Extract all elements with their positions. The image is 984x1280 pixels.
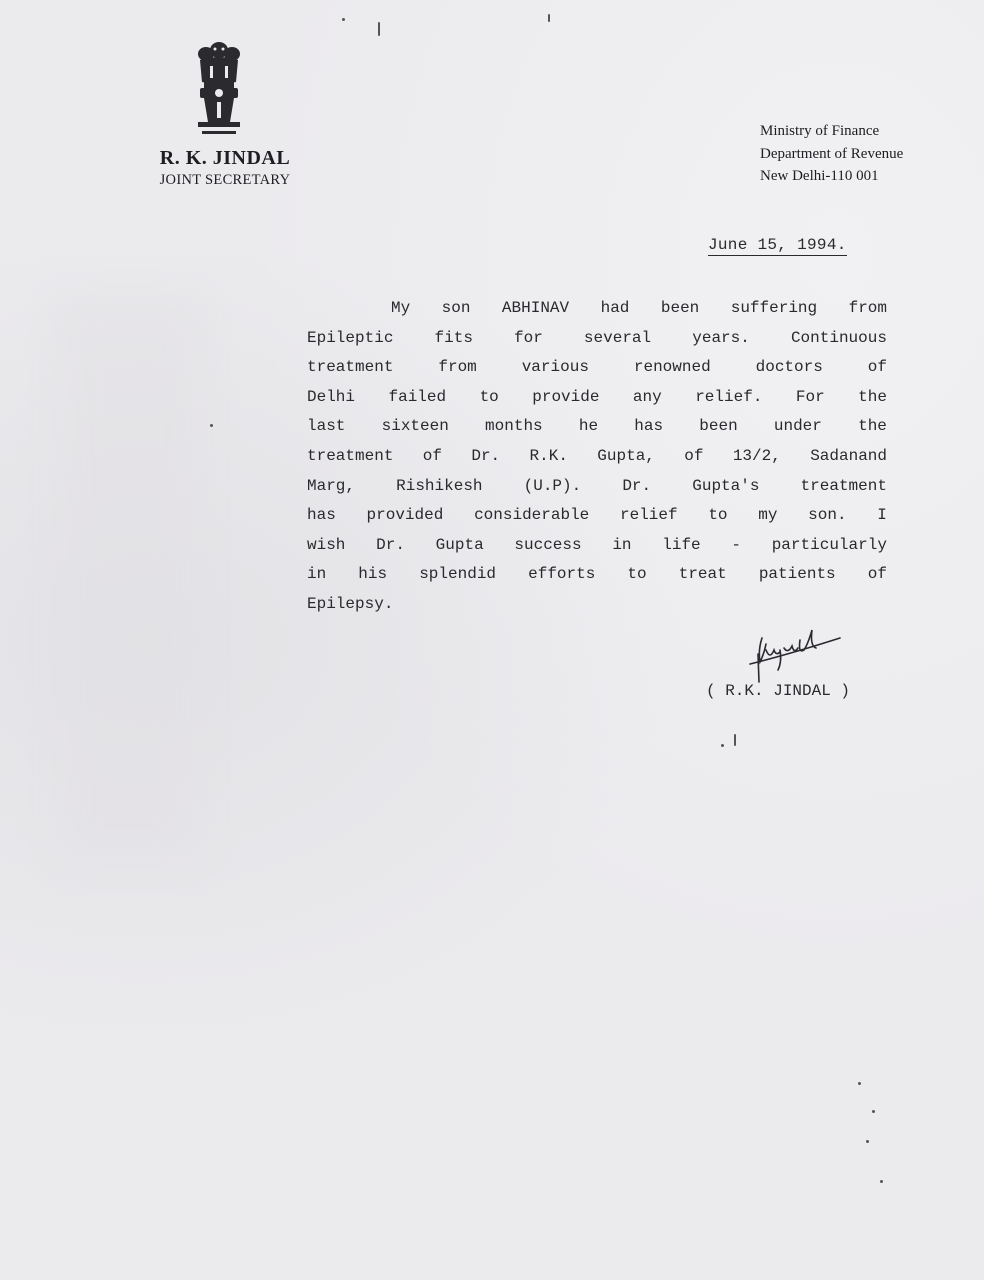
body-line [307,324,887,354]
body-line [307,412,887,442]
body-line [307,560,887,590]
body-word: months [485,417,543,436]
handwritten-signature-icon [740,620,850,690]
body-word: considerable [474,506,590,525]
body-word: particularly [771,535,887,554]
body-word: efforts [528,565,596,584]
body-word: son. [808,506,847,525]
body-line [307,472,887,502]
body-word: of [422,446,442,465]
scan-speck [872,1110,875,1113]
body-word: Dr. [622,476,652,495]
body-word: (U.P). [523,476,582,495]
address-block [760,120,960,188]
body-word: to [708,506,728,525]
scan-speck [734,734,736,746]
body-word: treatment [307,358,394,377]
body-word: 13/2, [732,446,781,465]
state-emblem-icon [188,38,250,138]
body-word: has [307,506,336,525]
scan-speck [378,22,380,36]
body-word: fits [434,328,473,347]
body-word: splendid [419,565,497,584]
body-word: my [758,506,778,525]
body-word: of [867,358,887,377]
body-word: the [858,417,887,436]
body-word: had [600,299,630,317]
scan-speck [210,424,213,427]
scan-speck [866,1140,869,1143]
body-word: been [660,299,700,317]
body-word: failed [388,387,447,406]
body-word: life [662,535,701,554]
address-line-department: Department of Revenue [760,145,904,162]
body-word: provide [532,387,600,406]
scan-speck [721,744,724,747]
body-word: suffering [730,299,818,317]
body-word: renowned [633,358,711,377]
body-line [307,294,887,324]
body-line [307,353,887,383]
body-line [307,590,887,620]
body-word: - [731,535,741,554]
body-word: Rishikesh [396,476,483,495]
body-word: Continuous [790,328,887,347]
body-word: last [307,417,346,436]
body-word: Gupta, [597,446,655,465]
body-line [307,501,887,531]
body-word: Delhi [307,387,356,406]
scan-speck [880,1180,883,1183]
body-word: from [848,299,887,317]
body-word: treatment [800,476,887,495]
body-word: his [358,565,388,584]
body-word: doctors [755,358,823,377]
body-word: years. [692,328,750,347]
body-word: from [438,358,477,377]
address-line-city: New Delhi-110 001 [760,168,879,184]
body-line [307,442,887,472]
body-word: ABHINAV [501,299,570,317]
body-word: any [632,387,662,406]
body-word: I [877,506,887,525]
body-word: several [583,328,652,347]
body-word: treatment [307,446,394,465]
signatory-name: ( R.K. JINDAL ) [706,682,851,700]
body-word: My [391,299,411,317]
body-word: to [479,387,499,406]
body-word: wish [307,535,346,554]
paper-smudge [60,300,200,860]
body-word: under [773,417,822,436]
letter-date: June 15, 1994. [708,236,847,254]
body-word: Epileptic [307,328,394,347]
body-word: the [858,387,887,406]
body-word: in [307,565,327,584]
body-word: sixteen [381,417,449,436]
body-word: Dr. [376,535,405,554]
body-word: success [514,535,582,554]
body-word: Dr. [471,446,501,465]
body-line [307,383,887,413]
sender-designation: JOINT SECRETARY [159,172,291,188]
body-word: for [514,328,543,347]
body-word: Gupta [435,535,484,554]
body-word: in [612,535,632,554]
scan-speck [548,14,550,22]
body-line [307,531,887,561]
body-word: of [684,446,704,465]
body-word: he [578,417,599,436]
body-word: been [699,417,738,436]
body-word: provided [366,506,444,525]
letter-body [307,294,887,620]
sender-name: R. K. JINDAL [159,147,291,169]
body-word: For [795,387,825,406]
body-word: R.K. [529,446,568,465]
scan-speck [858,1082,861,1085]
body-word: various [521,358,589,377]
scan-speck [342,18,345,21]
sender-block [140,146,310,189]
body-word: patients [758,565,836,584]
body-word: relief. [695,387,763,406]
body-word: Epilepsy. [307,594,394,613]
body-word: Sadanand [810,446,887,465]
body-word: Gupta's [692,476,760,495]
body-word: to [627,565,647,584]
body-word: has [634,417,664,436]
body-word: of [867,565,887,584]
address-line-ministry: Ministry of Finance [760,123,880,139]
body-word: relief [620,506,678,525]
body-word: treat [678,565,727,584]
body-word: son [441,299,471,317]
body-word: Marg, [307,476,356,495]
